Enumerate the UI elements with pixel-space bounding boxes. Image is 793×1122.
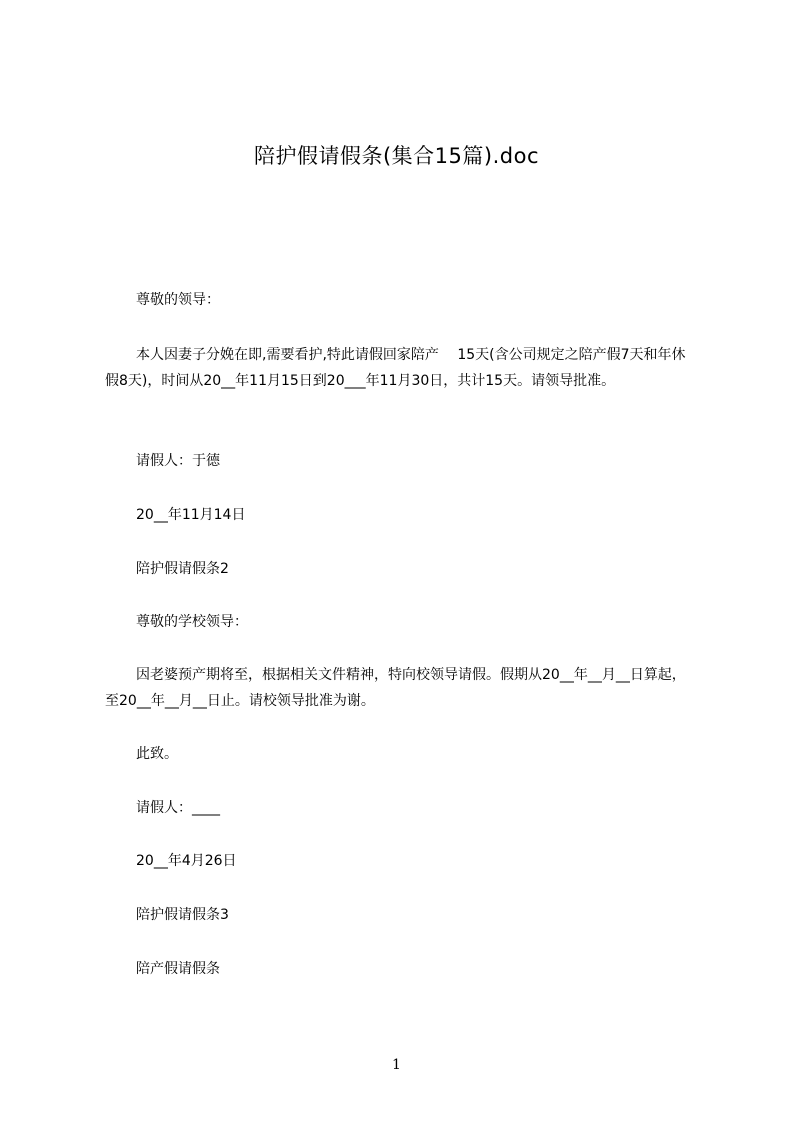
document-title: 陪护假请假条(集合15篇).doc [253, 144, 539, 168]
date-line: 20__年4月26日 [136, 853, 237, 869]
section-heading: 陪护假请假条2 [136, 561, 229, 577]
page-number: 1 [392, 1057, 401, 1073]
section-heading: 陪产假请假条 [136, 961, 220, 977]
section-heading: 陪护假请假条3 [136, 907, 229, 923]
applicant-line: 请假人：于德 [136, 453, 220, 469]
body-paragraph: 因老婆预产期将至，根据相关文件精神，特向校领导请假。假期从20__年__月__日算起，至20__年__月__日止。请校领导批准为谢。 [105, 667, 686, 709]
salutation: 尊敬的领导： [136, 292, 220, 308]
applicant-line: 请假人：____ [136, 800, 220, 816]
closing-line: 此致。 [136, 746, 178, 762]
body-paragraph: 本人因妻子分娩在即,需要看护,特此请假回家陪产 15天(含公司规定之陪产假7天和年休假8天)，时间从20__年11月15日到20___年11月30日，共计15天。请领导批准。 [105, 347, 686, 389]
date-line: 20__年11月14日 [136, 507, 246, 523]
salutation: 尊敬的学校领导： [136, 614, 248, 630]
